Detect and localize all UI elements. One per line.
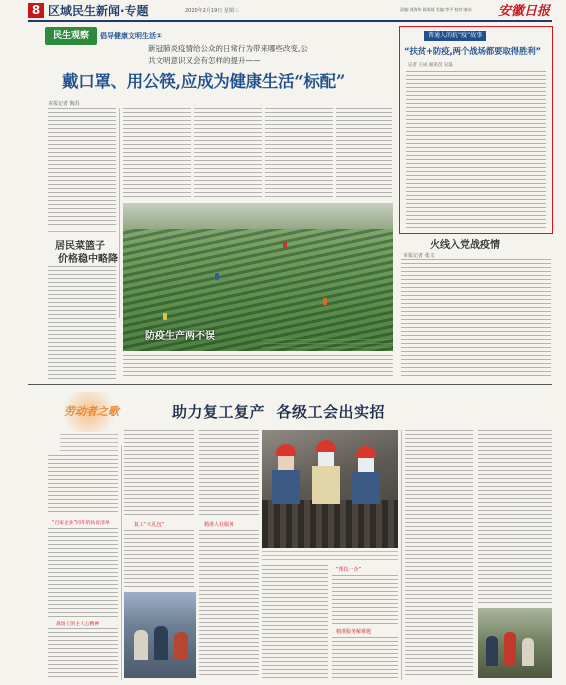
bottom-col4 [262,565,328,678]
series-tag: 倡导健康文明生活① [100,32,162,40]
right-headline: 火线入党战疫情 [430,240,500,251]
header-rule [28,20,552,22]
bottom-col1-top [48,455,118,515]
newspaper-logo: 安徽日报 [498,4,551,19]
bottom-col5 [332,575,398,625]
page-number: 8 [31,3,41,17]
workers-photo-right [478,608,552,678]
subtitle-line2: 共文明意识又会有怎样的提升—— [148,56,261,65]
main-byline: 本报记者 陶苏 [48,101,80,107]
date-line: 2020年2月19日 星期三 [185,8,239,14]
bottom-col3-top [199,430,259,518]
article-body-col2 [123,108,191,200]
section-divider [28,384,552,385]
mid-subhead-1: 复工“大礼包” [134,522,165,528]
bottom-col7 [478,430,552,605]
workers-photo-small [124,592,196,678]
bottom-col6 [405,430,473,678]
left-subhead-1: “百家企业”同年的扶贫清单 [52,521,110,526]
side-story-body [48,266,116,381]
minsheng-logo-label: 民生观察 [52,31,89,41]
bottom-col2-mid [124,530,194,588]
photo-credit [262,339,392,349]
logo-footnote [60,434,118,452]
section-title: 区域民生新闻·专题 [48,4,149,18]
side-headline-line2: 价格稳中略降 [58,254,118,265]
highlighted-article-box[interactable] [399,26,553,234]
tea-garden-photo [123,203,393,351]
highlight-kicker [424,31,486,41]
article-body-col3 [194,108,262,200]
highlight-byline: 记者 王成 通讯员 吴磊 [408,63,453,68]
photo-caption-bottom [262,551,398,561]
center-subhead-2: 精准服务解难题 [336,629,372,635]
article-body-col5 [336,108,392,200]
bottom-col2-top [124,430,194,518]
side-headline-line1: 居民菜篮子 [55,241,105,252]
article-body-col1 [48,108,116,228]
left-subhead-2: 战场上的主人公精神 [56,622,100,627]
bottom-col1-bottom [48,628,118,678]
article-body-bottom [123,355,393,377]
editor-credits: 责编:刘海华 陈珺琦 美编:李平 校对:秦东 [400,7,472,12]
right-story-body [401,259,551,377]
highlight-kicker-label: 普通人的抗“疫”故事 [428,32,483,39]
center-subhead-1: “帮扶一企” [336,567,362,573]
bottom-col1-mid [48,528,118,618]
page-number-badge [28,3,44,18]
bottom-col5b [332,637,398,678]
photo-caption: 防疫生产两不误 [145,331,215,342]
main-headline: 戴口罩、用公筷,应成为健康生活“标配” [62,72,346,91]
article-body-col4 [265,108,333,200]
bottom-headline: 助力复工复产 各级工会出实招 [172,403,385,421]
subtitle-line1: 新冠肺炎疫情给公众的日常行为带来哪些改变,公 [148,44,308,53]
laodongzhe-logo-label: 劳动者之歌 [64,405,119,418]
factory-workers-photo [262,430,398,548]
bottom-col3-mid [199,530,259,678]
highlight-title: “扶贫+防疫,两个战场都要取得胜利” [404,47,541,57]
mid-subhead-2: 精准人社服务 [204,522,235,528]
highlight-body [406,71,546,229]
right-byline: 本报记者 张文 [403,253,435,259]
laodongzhe-logo [60,392,118,432]
minsheng-logo [45,27,97,45]
page-header [0,0,566,22]
